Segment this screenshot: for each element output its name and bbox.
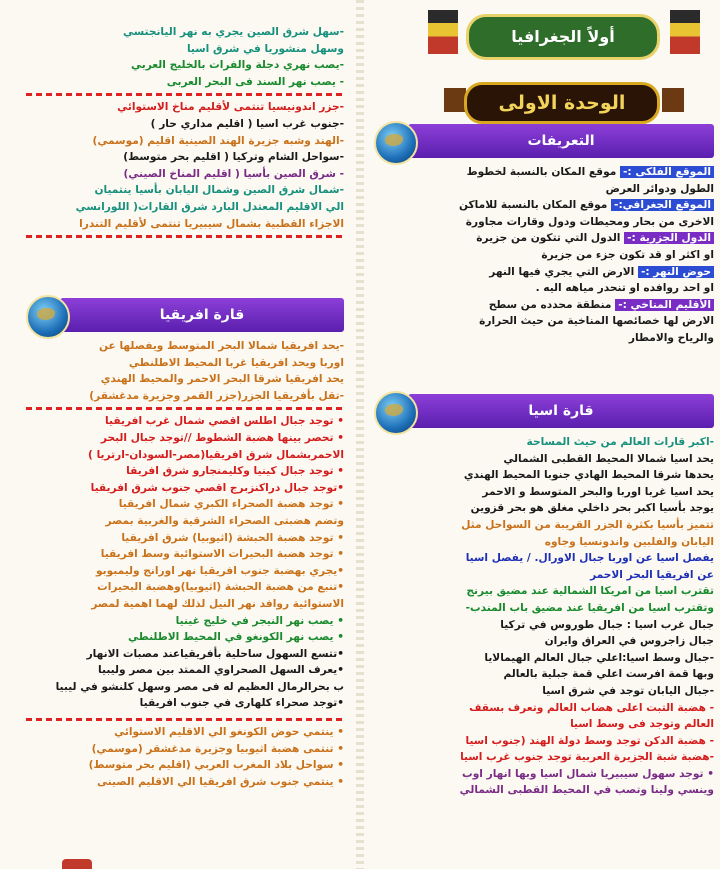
asia-plain-line: -يصب نهري دجلة والفرات بالخليج العربي bbox=[131, 59, 344, 72]
africa-climate-line: • ينتمي جنوب شرق افريقيا الي الاقليم الصينى bbox=[97, 775, 344, 788]
definition-term: الموقع الفلكى :- bbox=[620, 166, 714, 178]
asia-fact-line: -اكبر قارات العالم من حيث المساحة bbox=[526, 436, 714, 448]
section-title: أولاً الجغرافيا bbox=[466, 14, 660, 60]
asia-fact-line: -هضبة شبة الجزيرة العربية توجد جنوب غرب اسيا bbox=[460, 751, 714, 764]
divider bbox=[26, 407, 344, 410]
definition-line bbox=[368, 264, 720, 281]
definition-term: حوض النهر :- bbox=[638, 266, 714, 278]
asia-fact-line: يحد اسيا غربا اوربا والبحر المتوسط و الاحمر bbox=[482, 485, 714, 498]
africa-border-line: اوربا ويحد افريقيا غربا المحيط الاطلنطي bbox=[128, 356, 344, 369]
africa-feature-line: • توجد هضبة البحيرات الاستوائية وسط افريقيا bbox=[100, 548, 344, 561]
definition-text: الاخرى من بحار ومحيطات ودول وقارات مجاورة bbox=[465, 215, 714, 228]
definitions-list bbox=[368, 164, 720, 347]
africa-feature-line: •توجد جبال دراكنزبرج اقصي جنوب شرق افريقيا bbox=[90, 481, 344, 494]
definition-text: الدول التي تتكون من جزيرة bbox=[476, 232, 621, 245]
asia-banner bbox=[408, 394, 714, 428]
africa-banner bbox=[60, 298, 344, 332]
africa-feature-line: • تحصر بينها هضبة الشطوط //توجد جبال البحر bbox=[100, 431, 344, 444]
africa-section bbox=[20, 292, 350, 790]
definition-text: والرياح والامطار bbox=[628, 331, 714, 344]
asia-fact-line: تتميز بأسيا بكثرة الجزر القريبة من السواحل مثل bbox=[461, 518, 714, 531]
asia-climate-line: -الهند وشبه جزيرة الهند الصينية اقليم (موسمي) bbox=[92, 134, 344, 147]
globe-icon bbox=[374, 121, 418, 165]
asia-climate-line: الاجزاء القطبية بشمال سيبيريا تنتمى لأقليم التندرا bbox=[79, 217, 344, 230]
africa-feature-line: •تتسع السهول ساحلية بأفريقياعند مصبات الانهار bbox=[86, 647, 344, 660]
definition-text: او اكثر او قد تكون جزء من جزيرة bbox=[541, 248, 714, 261]
globe-icon bbox=[26, 295, 70, 339]
africa-feature-line: • توجد هضبة الصحراء الكبري شمال افريقيا bbox=[118, 498, 344, 511]
globe-icon bbox=[374, 391, 418, 435]
asia-fact-line: -جبال وسط اسيا:اعلي جبال العالم الهيمالايا bbox=[484, 651, 714, 664]
definition-line bbox=[368, 330, 720, 347]
definition-line bbox=[368, 247, 720, 264]
africa-feature-line: • يصب نهر النيجر في خليج غينيا bbox=[175, 614, 344, 627]
asia-section bbox=[368, 388, 720, 799]
divider bbox=[26, 93, 344, 96]
asia-plain-line: - يصب نهر السند فى البحر العربى bbox=[166, 75, 344, 88]
africa-climate-line: • تنتمى هضبة اثيوبيا وجزيرة مدغشقر (موسمي) bbox=[91, 742, 344, 755]
asia-fact-line: جبال غرب اسيا : جبال طوروس في تركيا bbox=[500, 618, 714, 631]
definition-text: الارض التي يجري فيها النهر bbox=[489, 265, 635, 278]
africa-feature-line: • توجد جبال كينيا وكليمنجارو شرق افريقا bbox=[126, 465, 344, 478]
asia-banner-label: قارة اسيا bbox=[528, 403, 594, 419]
asia-plains-rivers bbox=[20, 24, 350, 241]
asia-climate-line: - شرق الصين بأسيا ( اقليم المناخ الصيني) bbox=[123, 167, 344, 180]
asia-fact-line: تقترب اسيا من امريكا الشمالية عند مضيق بيرنج bbox=[466, 585, 714, 598]
asia-fact-line: جبال زاجروس في العراق وايران bbox=[544, 635, 714, 648]
africa-feature-line: •يجري بهضبة جنوب افريقيا نهر اورانج وليمبوبو bbox=[96, 564, 344, 577]
asia-fact-line: • توجد سهول سيبيريا شمال اسيا وبها انهار اوب bbox=[462, 767, 714, 780]
africa-feature-line: •توجد صحراء كلهارى في جنوب افريقيا bbox=[139, 697, 344, 710]
definition-line bbox=[368, 230, 720, 247]
definition-line bbox=[368, 313, 720, 330]
right-column bbox=[368, 0, 720, 869]
definition-text: الارض لها خصائصها المناخية من حيث الحرارة bbox=[479, 315, 714, 328]
definitions-banner bbox=[408, 124, 714, 158]
asia-fact-line: وتقترب اسيا من افريقيا عند مضيق باب المندب- bbox=[465, 601, 714, 614]
asia-climate-line: -جنوب غرب اسيا ( اقليم مداري حار ) bbox=[150, 117, 344, 130]
asia-fact-line: يحد اسيا شمالا المحيط القطبى الشمالي bbox=[503, 452, 714, 465]
unit-title: الوحدة الاولى bbox=[464, 82, 660, 124]
africa-climate-line: • ينتمي حوض الكونغو الي الاقليم الاستوائي bbox=[114, 726, 344, 739]
binding-strip bbox=[356, 0, 364, 869]
definitions-section bbox=[368, 118, 720, 347]
africa-feature-line: •تنبع من هضبة الحبشة (اثيوبيا)وهضبة البحيرات bbox=[97, 581, 344, 594]
definition-text: موقع المكان بالنسبة لخطوط bbox=[466, 166, 617, 178]
left-column bbox=[20, 0, 350, 869]
definition-line bbox=[368, 214, 720, 231]
definition-line bbox=[368, 197, 720, 214]
definition-text: منطقة محدده من سطح bbox=[488, 298, 612, 311]
definition-term: الموقع الجغرافي:- bbox=[611, 199, 714, 211]
asia-fact-line: - هضبة الدكن توجد وسط دولة الهند (جنوب اسيا bbox=[465, 734, 714, 747]
asia-climate-line: -شمال شرق الصين وشمال اليابان بأسيا ينتميان bbox=[94, 184, 344, 197]
africa-feature-line: ب بحرالرمال العظيم له فى مصر وسهل كلنشو في ليبيا bbox=[55, 680, 344, 693]
africa-feature-line: •يعرف السهل الصحراوي الممتد بين مصر وليبيا bbox=[98, 664, 344, 677]
africa-feature-line: • توجد جبال اطلس اقصي شمال غرب افريقيا bbox=[105, 415, 344, 428]
header-flag-icon bbox=[670, 10, 700, 54]
asia-fact-line: وبها قمة افرست اعلي قمة جبلية بالعالم bbox=[503, 668, 714, 681]
africa-border-line: يحد افريقيا شرقا البحر الاحمر والمحيط الهندي bbox=[100, 373, 344, 386]
asia-climate-line: -سواحل الشام وتركيا ( اقليم بحر متوسط) bbox=[123, 151, 344, 164]
definition-text: او احد روافده او تنحدر مياهه اليه . bbox=[535, 282, 714, 295]
asia-fact-line: وينسي ولينا وتصب في المحيط القطبى الشمالي bbox=[459, 784, 714, 797]
asia-climate-line: الي الاقليم المعتدل البارد شرق القارات( اللورانسي bbox=[75, 200, 344, 213]
africa-feature-line: الاحمربشمال شرق افريقيا(مصر-السودان-ارتريا ) bbox=[88, 448, 344, 461]
africa-feature-line: الاستوائية روافد نهر النيل لذلك لهما اهمية لمصر bbox=[91, 597, 344, 610]
definition-term: الأقليم المناخي :- bbox=[615, 299, 714, 311]
unit-title-bar-decoration bbox=[444, 88, 466, 112]
divider bbox=[26, 235, 344, 238]
definition-line bbox=[368, 181, 720, 198]
asia-fact-line: عن افريقيا البحر الاحمر bbox=[590, 568, 714, 581]
asia-fact-line: يفصل اسيا عن اوربا جبال الاورال. / يفصل اسيا bbox=[465, 552, 714, 565]
definition-term: الدول الجزرية :- bbox=[624, 232, 714, 244]
definition-line bbox=[368, 297, 720, 314]
africa-feature-line: • يصب نهر الكونغو في المحيط الاطلنطي bbox=[128, 631, 344, 644]
asia-fact-line: -جبال اليابان توجد في شرق اسيا bbox=[542, 684, 714, 697]
africa-climate-line: • سواحل بلاد المغرب العربي (اقليم بحر متوسط) bbox=[88, 759, 344, 772]
asia-list bbox=[368, 434, 720, 799]
definitions-banner-label: التعريفات bbox=[527, 133, 595, 149]
africa-border-line: -يحد افريقيا شمالا البحر المتوسط ويفصلها عن bbox=[99, 340, 344, 352]
asia-fact-line: العالم وتوجد فى وسط اسيا bbox=[570, 718, 714, 731]
divider bbox=[26, 718, 344, 721]
definition-text: موقع المكان بالنسبة للاماكن bbox=[458, 199, 608, 212]
unit-title-bar-decoration bbox=[662, 88, 684, 112]
definition-text: الطول ودوائر العرض bbox=[605, 182, 714, 195]
asia-plain-line: -سهل شرق الصين يجري به نهر اليانجتسي bbox=[123, 26, 344, 38]
asia-fact-line: يحدها شرقا المحيط الهادي جنوبا المحيط الهندي bbox=[463, 469, 714, 482]
asia-fact-line: يوجد بأسيا اكبر بحر داخلي مغلق هو بحر قزوين bbox=[470, 502, 714, 515]
africa-feature-line: • توجد هضبة الحبشة (اثيوبيا) شرق افريقيا bbox=[121, 531, 344, 544]
definition-line bbox=[368, 164, 720, 181]
header-flag-icon bbox=[428, 10, 458, 54]
footer-decoration bbox=[62, 859, 92, 869]
definition-line bbox=[368, 280, 720, 297]
asia-plain-line: وسهل منشوريا في شرق اسيا bbox=[186, 42, 344, 55]
asia-fact-line: - هضبة التبت اعلى هضاب العالم وتعرف بسقف bbox=[469, 701, 714, 714]
africa-banner-label: قارة افريقيا bbox=[159, 307, 245, 323]
asia-fact-line: اليابان والفلبين واندونسيا وجاوه bbox=[544, 535, 714, 548]
africa-border-line: -تقل بأفريقيا الجزر(جزر القمر وجزيرة مدغشقر) bbox=[89, 389, 344, 402]
africa-feature-line: وتضم هضبتى الصحراء الشرقية والغربية بمصر bbox=[105, 514, 344, 527]
asia-climate-line: -جزر اندونيسيا تنتمى لأقليم مناخ الاستوائي bbox=[117, 101, 344, 114]
